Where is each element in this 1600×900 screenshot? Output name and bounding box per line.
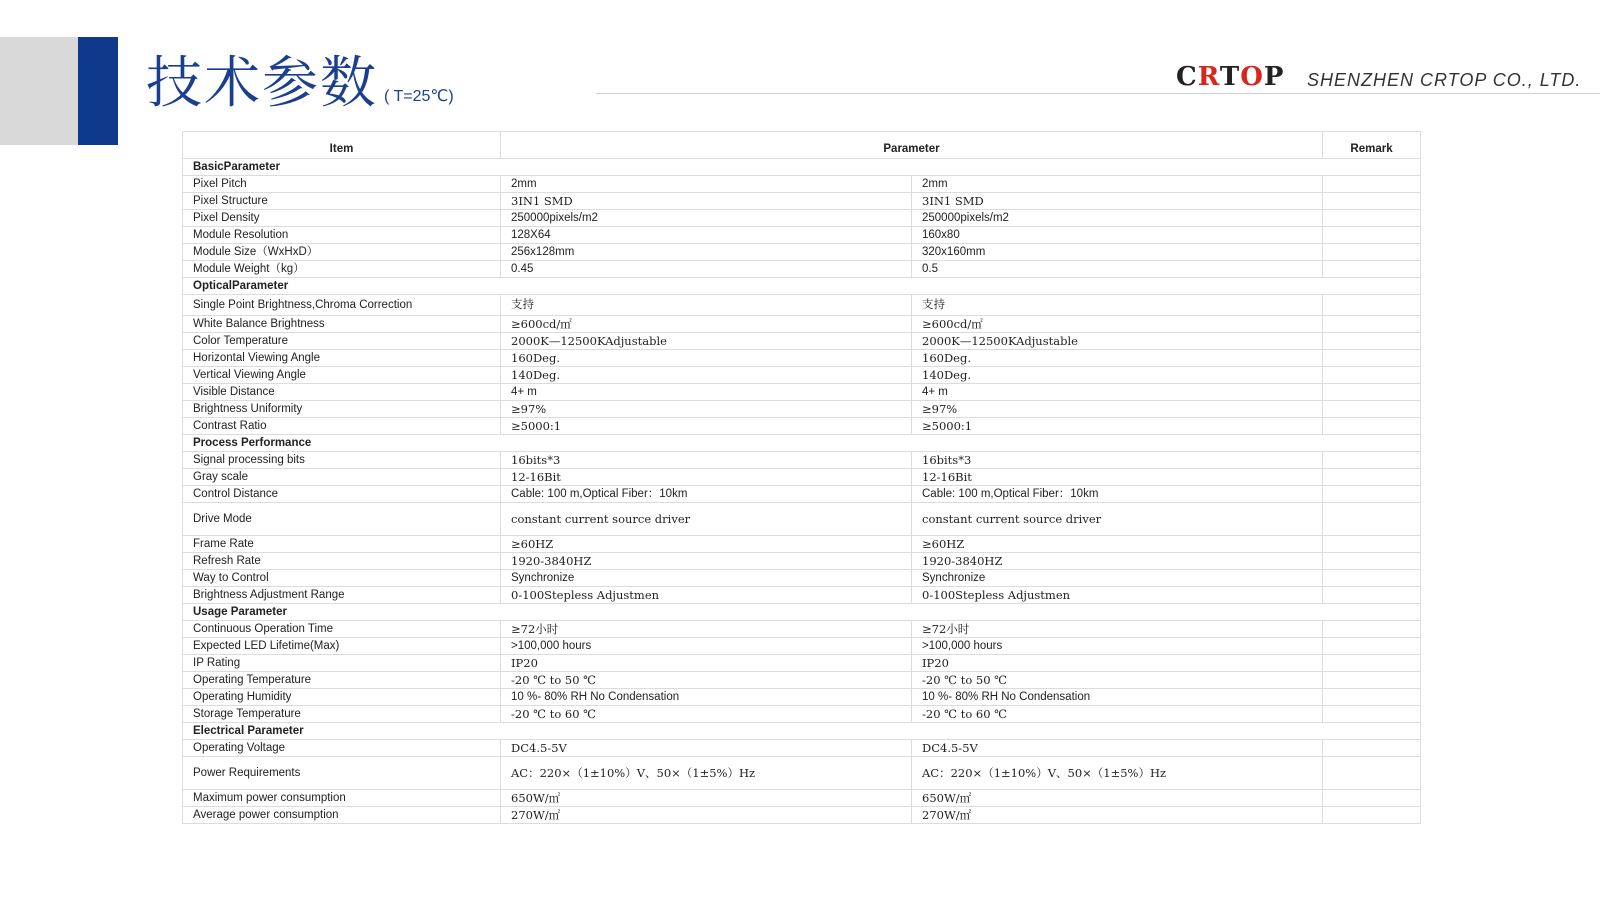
parameter-cell-2: ≥5000:1 bbox=[912, 418, 1323, 435]
remark-cell bbox=[1323, 367, 1421, 384]
header-accent-bar bbox=[78, 37, 118, 145]
table-row bbox=[183, 261, 1421, 278]
table-row bbox=[183, 621, 1421, 638]
table-row bbox=[183, 244, 1421, 261]
remark-cell bbox=[1323, 536, 1421, 553]
table-row bbox=[183, 193, 1421, 210]
item-cell: Way to Control bbox=[183, 570, 501, 587]
parameter-cell-1: 250000pixels/m2 bbox=[501, 210, 912, 227]
section-row bbox=[183, 723, 1421, 740]
parameter-cell-2: 12-16Bit bbox=[912, 469, 1323, 486]
table-row bbox=[183, 469, 1421, 486]
remark-cell bbox=[1323, 401, 1421, 418]
parameter-cell-2: 4+ m bbox=[912, 384, 1323, 401]
parameter-cell-2: 140Deg. bbox=[912, 367, 1323, 384]
parameter-cell-2: AC：220×（1±10%）V、50×（1±5%）Hz bbox=[912, 757, 1323, 790]
parameter-cell-1: ≥60HZ bbox=[501, 536, 912, 553]
parameter-cell-1: >100,000 hours bbox=[501, 638, 912, 655]
parameter-cell-2: 1920-3840HZ bbox=[912, 553, 1323, 570]
column-header-item: Item bbox=[183, 132, 501, 159]
table-row bbox=[183, 367, 1421, 384]
parameter-cell-1: 1920-3840HZ bbox=[501, 553, 912, 570]
table-row bbox=[183, 210, 1421, 227]
remark-cell bbox=[1323, 553, 1421, 570]
parameter-cell-1: 256x128mm bbox=[501, 244, 912, 261]
parameter-cell-2: 2mm bbox=[912, 176, 1323, 193]
parameter-cell-2: 0-100Stepless Adjustmen bbox=[912, 587, 1323, 604]
header-grey-block bbox=[0, 37, 78, 145]
remark-cell bbox=[1323, 638, 1421, 655]
remark-cell bbox=[1323, 316, 1421, 333]
remark-cell bbox=[1323, 621, 1421, 638]
column-header-remark: Remark bbox=[1323, 132, 1421, 159]
section-title: Process Performance bbox=[183, 435, 1421, 452]
table-row bbox=[183, 790, 1421, 807]
parameter-cell-1: AC：220×（1±10%）V、50×（1±5%）Hz bbox=[501, 757, 912, 790]
remark-cell bbox=[1323, 689, 1421, 706]
item-cell: Module Weight（kg） bbox=[183, 261, 501, 278]
parameter-cell-1: 0-100Stepless Adjustmen bbox=[501, 587, 912, 604]
table-row bbox=[183, 587, 1421, 604]
parameter-cell-2: constant current source driver bbox=[912, 503, 1323, 536]
table-row bbox=[183, 638, 1421, 655]
item-cell: Storage Temperature bbox=[183, 706, 501, 723]
remark-cell bbox=[1323, 261, 1421, 278]
item-cell: Brightness Uniformity bbox=[183, 401, 501, 418]
section-row bbox=[183, 435, 1421, 452]
parameter-cell-2: Synchronize bbox=[912, 570, 1323, 587]
remark-cell bbox=[1323, 740, 1421, 757]
remark-cell bbox=[1323, 193, 1421, 210]
item-cell: Power Requirements bbox=[183, 757, 501, 790]
parameter-cell-2: 支持 bbox=[912, 295, 1323, 316]
table-row bbox=[183, 452, 1421, 469]
parameter-cell-1: 4+ m bbox=[501, 384, 912, 401]
table-row bbox=[183, 655, 1421, 672]
remark-cell bbox=[1323, 757, 1421, 790]
item-cell: Expected LED Lifetime(Max) bbox=[183, 638, 501, 655]
remark-cell bbox=[1323, 587, 1421, 604]
parameter-cell-2: DC4.5-5V bbox=[912, 740, 1323, 757]
item-cell: Operating Humidity bbox=[183, 689, 501, 706]
parameter-cell-2: ≥600cd/㎡ bbox=[912, 316, 1323, 333]
item-cell: Vertical Viewing Angle bbox=[183, 367, 501, 384]
remark-cell bbox=[1323, 706, 1421, 723]
remark-cell bbox=[1323, 452, 1421, 469]
company-name: SHENZHEN CRTOP CO., LTD. bbox=[1307, 70, 1582, 90]
table-row bbox=[183, 401, 1421, 418]
parameter-cell-1: Synchronize bbox=[501, 570, 912, 587]
parameter-cell-2: ≥72小时 bbox=[912, 621, 1323, 638]
remark-cell bbox=[1323, 244, 1421, 261]
remark-cell bbox=[1323, 384, 1421, 401]
header-divider bbox=[596, 93, 1600, 94]
parameter-cell-1: ≥72小时 bbox=[501, 621, 912, 638]
parameter-cell-1: 0.45 bbox=[501, 261, 912, 278]
parameter-cell-1: 10 %- 80% RH No Condensation bbox=[501, 689, 912, 706]
item-cell: Operating Temperature bbox=[183, 672, 501, 689]
table-row bbox=[183, 295, 1421, 316]
remark-cell bbox=[1323, 503, 1421, 536]
remark-cell bbox=[1323, 350, 1421, 367]
parameter-cell-1: -20 ℃ to 60 ℃ bbox=[501, 706, 912, 723]
remark-cell bbox=[1323, 486, 1421, 503]
spec-table bbox=[182, 131, 1421, 824]
remark-cell bbox=[1323, 418, 1421, 435]
table-row bbox=[183, 176, 1421, 193]
section-row bbox=[183, 604, 1421, 621]
remark-cell bbox=[1323, 570, 1421, 587]
title-temperature-note: ( T=25℃) bbox=[384, 88, 454, 105]
table-row bbox=[183, 316, 1421, 333]
item-cell: Operating Voltage bbox=[183, 740, 501, 757]
parameter-cell-2: 160x80 bbox=[912, 227, 1323, 244]
parameter-cell-1: Cable: 100 m,Optical Fiber：10km bbox=[501, 486, 912, 503]
section-row bbox=[183, 278, 1421, 295]
item-cell: Continuous Operation Time bbox=[183, 621, 501, 638]
parameter-cell-1: 650W/㎡ bbox=[501, 790, 912, 807]
parameter-cell-1: 270W/㎡ bbox=[501, 807, 912, 824]
parameter-cell-1: IP20 bbox=[501, 655, 912, 672]
remark-cell bbox=[1323, 655, 1421, 672]
section-row bbox=[183, 159, 1421, 176]
parameter-cell-2: 0.5 bbox=[912, 261, 1323, 278]
item-cell: Module Resolution bbox=[183, 227, 501, 244]
parameter-cell-1: DC4.5-5V bbox=[501, 740, 912, 757]
item-cell: Brightness Adjustment Range bbox=[183, 587, 501, 604]
table-row bbox=[183, 418, 1421, 435]
table-row bbox=[183, 807, 1421, 824]
table-row bbox=[183, 350, 1421, 367]
item-cell: Average power consumption bbox=[183, 807, 501, 824]
parameter-cell-2: 2000K—12500KAdjustable bbox=[912, 333, 1323, 350]
table-row bbox=[183, 757, 1421, 790]
section-title: BasicParameter bbox=[183, 159, 1421, 176]
parameter-cell-2: -20 ℃ to 50 ℃ bbox=[912, 672, 1323, 689]
remark-cell bbox=[1323, 176, 1421, 193]
table-row bbox=[183, 503, 1421, 536]
parameter-cell-2: ≥60HZ bbox=[912, 536, 1323, 553]
item-cell: White Balance Brightness bbox=[183, 316, 501, 333]
parameter-cell-1: -20 ℃ to 50 ℃ bbox=[501, 672, 912, 689]
table-row bbox=[183, 672, 1421, 689]
item-cell: Visible Distance bbox=[183, 384, 501, 401]
title-area bbox=[146, 51, 454, 116]
item-cell: Gray scale bbox=[183, 469, 501, 486]
section-title: Usage Parameter bbox=[183, 604, 1421, 621]
crtop-logo: CRTOP bbox=[1176, 62, 1285, 92]
table-row bbox=[183, 553, 1421, 570]
item-cell: Frame Rate bbox=[183, 536, 501, 553]
table-row bbox=[183, 740, 1421, 757]
item-cell: Signal processing bits bbox=[183, 452, 501, 469]
remark-cell bbox=[1323, 227, 1421, 244]
section-title: OpticalParameter bbox=[183, 278, 1421, 295]
parameter-cell-2: 650W/㎡ bbox=[912, 790, 1323, 807]
table-row bbox=[183, 333, 1421, 350]
table-row bbox=[183, 486, 1421, 503]
remark-cell bbox=[1323, 295, 1421, 316]
parameter-cell-2: 270W/㎡ bbox=[912, 807, 1323, 824]
parameter-cell-1: 140Deg. bbox=[501, 367, 912, 384]
parameter-cell-1: 3IN1 SMD bbox=[501, 193, 912, 210]
table-row bbox=[183, 384, 1421, 401]
item-cell: Color Temperature bbox=[183, 333, 501, 350]
parameter-cell-1: 128X64 bbox=[501, 227, 912, 244]
remark-cell bbox=[1323, 333, 1421, 350]
item-cell: Drive Mode bbox=[183, 503, 501, 536]
remark-cell bbox=[1323, 807, 1421, 824]
page-title: 技术参数 bbox=[146, 51, 378, 116]
table-row bbox=[183, 536, 1421, 553]
table-row bbox=[183, 706, 1421, 723]
parameter-cell-1: 12-16Bit bbox=[501, 469, 912, 486]
parameter-cell-2: >100,000 hours bbox=[912, 638, 1323, 655]
section-title: Electrical Parameter bbox=[183, 723, 1421, 740]
item-cell: Horizontal Viewing Angle bbox=[183, 350, 501, 367]
table-header-row bbox=[183, 132, 1421, 159]
parameter-cell-1: ≥97% bbox=[501, 401, 912, 418]
parameter-cell-2: 3IN1 SMD bbox=[912, 193, 1323, 210]
parameter-cell-2: 16bits*3 bbox=[912, 452, 1323, 469]
item-cell: Pixel Density bbox=[183, 210, 501, 227]
spec-table-body bbox=[183, 159, 1421, 824]
remark-cell bbox=[1323, 672, 1421, 689]
item-cell: Pixel Structure bbox=[183, 193, 501, 210]
item-cell: IP Rating bbox=[183, 655, 501, 672]
parameter-cell-1: ≥5000:1 bbox=[501, 418, 912, 435]
parameter-cell-1: 160Deg. bbox=[501, 350, 912, 367]
parameter-cell-2: IP20 bbox=[912, 655, 1323, 672]
parameter-cell-2: -20 ℃ to 60 ℃ bbox=[912, 706, 1323, 723]
parameter-cell-2: 160Deg. bbox=[912, 350, 1323, 367]
parameter-cell-1: 支持 bbox=[501, 295, 912, 316]
item-cell: Single Point Brightness,Chroma Correction bbox=[183, 295, 501, 316]
item-cell: Refresh Rate bbox=[183, 553, 501, 570]
parameter-cell-2: 320x160mm bbox=[912, 244, 1323, 261]
item-cell: Contrast Ratio bbox=[183, 418, 501, 435]
remark-cell bbox=[1323, 790, 1421, 807]
parameter-cell-1: ≥600cd/㎡ bbox=[501, 316, 912, 333]
remark-cell bbox=[1323, 210, 1421, 227]
parameter-cell-2: ≥97% bbox=[912, 401, 1323, 418]
table-row bbox=[183, 570, 1421, 587]
table-row bbox=[183, 689, 1421, 706]
parameter-cell-1: 2000K—12500KAdjustable bbox=[501, 333, 912, 350]
parameter-cell-1: constant current source driver bbox=[501, 503, 912, 536]
item-cell: Pixel Pitch bbox=[183, 176, 501, 193]
item-cell: Module Size（WxHxD） bbox=[183, 244, 501, 261]
item-cell: Maximum power consumption bbox=[183, 790, 501, 807]
parameter-cell-1: 2mm bbox=[501, 176, 912, 193]
parameter-cell-1: 16bits*3 bbox=[501, 452, 912, 469]
column-header-parameter: Parameter bbox=[501, 132, 1323, 159]
parameter-cell-2: 10 %- 80% RH No Condensation bbox=[912, 689, 1323, 706]
parameter-cell-2: Cable: 100 m,Optical Fiber：10km bbox=[912, 486, 1323, 503]
remark-cell bbox=[1323, 469, 1421, 486]
item-cell: Control Distance bbox=[183, 486, 501, 503]
table-row bbox=[183, 227, 1421, 244]
parameter-cell-2: 250000pixels/m2 bbox=[912, 210, 1323, 227]
